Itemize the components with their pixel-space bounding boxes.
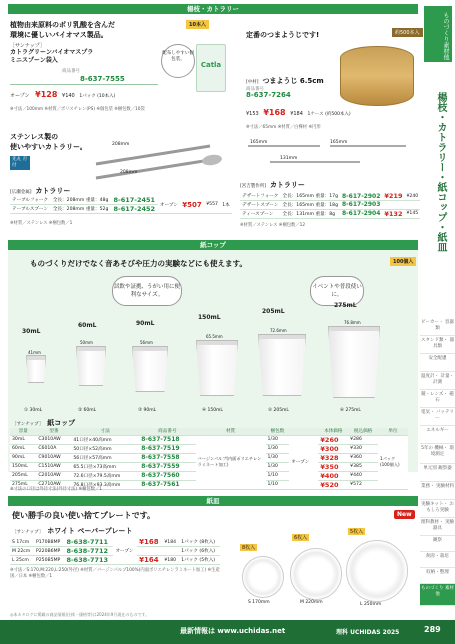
toothpick-maker: [中村] xyxy=(246,80,259,85)
spoon-headline-line1: 植物由来原料のポリ乳酸を含んだ xyxy=(10,21,115,29)
table-cell: テーブルフォーク xyxy=(10,196,51,205)
metal-dim2: 165mm xyxy=(330,140,348,145)
table-cell: 8-637-7518 xyxy=(139,435,195,444)
table-cell: ¥164 xyxy=(137,556,162,565)
toothpick-name: つまようじ 6.5cm xyxy=(262,77,324,85)
table-cell: 1/30 xyxy=(266,462,290,471)
table-cell: 8-617-2902 xyxy=(342,192,381,200)
cup-caption-6: ⑥ 275mL xyxy=(340,408,361,413)
metal-spec: ※材質／ステンレス ※梱包数／12 xyxy=(240,223,306,228)
spoon-name-line1: カトラグリーンバイオマスプラ xyxy=(10,49,94,56)
table-cell: ¥350 xyxy=(318,462,348,471)
cup-image-5 xyxy=(258,334,306,396)
table-cell xyxy=(382,201,404,210)
table-cell: 275mL xyxy=(10,480,36,489)
cup-image-6 xyxy=(328,326,380,398)
table-cell: C2710AW xyxy=(36,480,71,489)
cup-dim-2: 50mm xyxy=(80,340,93,345)
table-cell: ¥557 xyxy=(204,196,220,214)
section-header-cutlery: 楊枝・カトラリー xyxy=(8,4,418,14)
cup-caption-2: ② 60mL xyxy=(78,408,97,413)
table-cell: オープン xyxy=(289,435,318,489)
cup-image-1 xyxy=(26,355,46,383)
vertical-section-title: 楊枝・カトラリー・紙コップ・紙皿 xyxy=(435,92,446,252)
footer-logo: 理科 UCHIDAS 2025 xyxy=(336,629,400,636)
footer-note: ◎本カタログに掲載の商品情報(仕様・価格等)は2024年9月現在のものです。 xyxy=(10,612,150,617)
stainless-badge: 先丸 刃付 xyxy=(10,156,30,170)
cup-count-tag: 100個入 xyxy=(390,257,416,266)
section-header-paper-plate: 紙皿 xyxy=(8,496,418,506)
table-cell: ¥300 xyxy=(318,444,348,453)
stainless-headline xyxy=(10,132,87,152)
table-cell: 60mL xyxy=(10,444,36,453)
stainless-headline-line2: 使いやすいカトラリー。 xyxy=(10,143,87,151)
plate-photo-label-l: L 250mm xyxy=(360,602,382,607)
cup-name: 紙コップ xyxy=(47,419,76,427)
stainless-maker-name xyxy=(10,186,70,196)
cup-dim-3: 56mm xyxy=(140,340,153,345)
sidebar-item[interactable]: 電気・ バッテリー xyxy=(420,408,455,426)
table-cell: ¥145 xyxy=(406,211,419,217)
table-cell: 全長：208mm 重量：52g xyxy=(51,205,112,214)
table-cell: 8-638-7713 xyxy=(64,556,113,565)
table-cell: ¥400 xyxy=(318,471,348,480)
table-header: 単位 xyxy=(378,428,408,435)
table-cell: 1パック (5枚入) xyxy=(179,556,220,565)
cup-dim-6: 76.8mm xyxy=(344,320,361,325)
sidebar-item[interactable]: エネルギー xyxy=(420,426,455,444)
spoon-name xyxy=(10,49,93,65)
spoon-brand-logo: Catla xyxy=(200,61,222,69)
cup-image-3 xyxy=(132,346,168,392)
table-cell: 50口径×52高mm xyxy=(71,444,139,453)
plate-photo-s xyxy=(242,556,284,598)
spoon-headline-line2: 環境に優しいバイオマス製品。 xyxy=(10,31,108,39)
plate-photo-m xyxy=(290,548,342,600)
table-row xyxy=(10,538,220,547)
table-cell: 8-637-7561 xyxy=(139,480,195,489)
table-cell: 8-617-2904 xyxy=(342,210,381,218)
table-cell: ¥286 xyxy=(348,435,378,444)
cup-caption-5: ⑤ 205mL xyxy=(268,408,289,413)
spoon-package-photo xyxy=(196,44,226,92)
stainless-dim2: 208mm xyxy=(120,170,138,175)
table-row xyxy=(240,209,420,218)
table-cell: C6010A xyxy=(36,444,71,453)
toothpick-maker-name xyxy=(246,76,324,86)
table-cell: 8-617-2903 xyxy=(342,201,381,209)
cup-size-label-1: 30mL xyxy=(22,328,41,335)
table-cell: C1510AW xyxy=(36,462,71,471)
cup-dim-1: 41mm xyxy=(28,350,41,355)
table-cell: 8-638-7711 xyxy=(64,538,113,547)
table-header: 本体価格 xyxy=(318,428,348,435)
cup-size-label-3: 90mL xyxy=(136,320,155,327)
toothpick-spec: ※寸法／65mm ※材質／白樺材 ※円形 xyxy=(246,125,321,130)
table-cell: 8-637-7559 xyxy=(139,462,195,471)
table-cell: ¥240 xyxy=(404,192,420,201)
cup-caption-4: ④ 150mL xyxy=(202,408,223,413)
stainless-dim1: 208mm xyxy=(112,142,130,147)
metal-maker-name xyxy=(240,180,305,190)
cup-size-label-5: 205mL xyxy=(262,308,285,315)
cup-maker: ［サンナップ］ xyxy=(12,422,44,427)
sidebar-item[interactable]: 温度計・ 計量・計測 xyxy=(420,372,455,390)
cup-dim-5: 72.6mm xyxy=(270,328,287,333)
table-cell: 8-637-7519 xyxy=(139,444,195,453)
table-cell: バージンパルプ(内面ポリエチレンラミネート加工) xyxy=(196,435,266,489)
table-row xyxy=(10,196,232,205)
stainless-spec: ※材質／ステンレス ※梱包数／1 xyxy=(10,221,73,226)
spoon-price-open: オープン xyxy=(10,93,30,99)
plate-name: ホワイト ペーパープレート xyxy=(47,527,133,535)
table-cell: ¥328 xyxy=(318,453,348,462)
plate-pack-label-2: 6枚入 xyxy=(294,535,308,541)
stainless-name: カトラリー xyxy=(35,187,71,195)
sidebar-item[interactable]: スタンド類・ 器具類 xyxy=(420,336,455,354)
sidebar-item[interactable]: 鏡・レンズ・ 磁石 xyxy=(420,390,455,408)
spoon-price-row xyxy=(10,90,160,99)
table-header: 税込価格 xyxy=(348,428,378,435)
table-cell xyxy=(404,201,420,210)
spoon-pno-label: 商品番号 xyxy=(62,69,80,74)
table-cell: 41口径×40高mm xyxy=(71,435,139,444)
spoon-spec: ※寸法／100mm ※材質／ポリスチレン(PS) ※個包装 ※梱包数／10袋 xyxy=(10,107,145,112)
toothpick-container-photo xyxy=(340,46,414,106)
plate-table xyxy=(10,538,220,565)
table-cell: 1本 xyxy=(220,196,232,214)
toothpick-price-prefix: ¥153 xyxy=(246,111,259,117)
sidebar-item[interactable]: 飼育・栽培 xyxy=(420,552,455,568)
cup-table xyxy=(10,428,408,490)
table-cell: 76.8口径×93.3高mm xyxy=(71,480,139,489)
sidebar xyxy=(420,0,455,644)
plate-headline: 使い勝手の良い使い捨てプレートです。 xyxy=(12,511,156,520)
sidebar-tab[interactable]: ものづくり素材他 xyxy=(424,6,452,62)
sidebar-item[interactable]: 理科教材・ 実験器具 xyxy=(420,518,455,536)
table-header xyxy=(289,428,318,435)
table-header: 寸法 xyxy=(71,428,139,435)
table-cell xyxy=(137,547,162,556)
plate-pack-label-3: 5枚入 xyxy=(350,529,364,535)
cup-caption-3: ③ 90mL xyxy=(138,408,157,413)
table-cell: C9010AW xyxy=(36,453,71,462)
table-cell: 65.5口径×73高mm xyxy=(71,462,139,471)
toothpick-unit: 1ケース (約500本入) xyxy=(307,112,351,117)
toothpick-price: ¥168 xyxy=(263,108,286,117)
table-cell: テーブルスプーン xyxy=(10,205,51,214)
plate-spec: ※寸法／S:170,M:220,L:250(外径) ※材質／バージンパルプ100%(内面ポリエチレンラミネート加工) ※生産国／日本 ※梱包数／1 xyxy=(10,568,220,579)
table-cell: ¥507 xyxy=(180,196,204,214)
table-cell: 1パック (6枚入) xyxy=(179,547,220,556)
spoon-price: ¥128 xyxy=(35,90,58,99)
table-cell: 1/30 xyxy=(266,435,290,444)
sidebar-item[interactable]: 5年の 機械・ 環境測定 xyxy=(420,444,455,464)
table-cell: 72.6口径×79.5高mm xyxy=(71,471,139,480)
metal-maker: [宮吉製作所] xyxy=(240,184,267,189)
spoon-bubble: 配布しやすい個包装。 xyxy=(161,44,195,78)
table-cell: ¥180 xyxy=(162,556,179,565)
table-cell: C3010AW xyxy=(36,435,71,444)
plate-photo-label-m: M 220mm xyxy=(300,600,323,605)
spoon-unit: 1パック (10本入) xyxy=(79,94,116,99)
table-cell: デザートフォーク xyxy=(240,192,280,201)
metal-dim3: 131mm xyxy=(280,156,298,161)
plate-pack-label-1: 8枚入 xyxy=(242,545,256,551)
table-cell: 8-637-7558 xyxy=(139,453,195,462)
toothpick-product-number: 8-637-7264 xyxy=(246,91,291,99)
table-header: 容量 xyxy=(10,428,36,435)
spoon-price-tax: ¥140 xyxy=(62,93,75,99)
toothpick-pno-label: 商品番号 xyxy=(246,87,264,92)
table-cell: オープン xyxy=(158,196,180,214)
table-cell: 30mL xyxy=(10,435,36,444)
table-cell: ¥132 xyxy=(384,209,403,218)
cup-size-label-6: 275mL xyxy=(334,302,357,309)
table-cell: 8-617-2452 xyxy=(111,205,157,214)
spoon-product-number: 8-637-7555 xyxy=(80,75,125,83)
table-header: 商品番号 xyxy=(139,428,195,435)
toothpick-price-tax: ¥184 xyxy=(290,111,303,117)
sidebar-item[interactable]: 収納・整理 xyxy=(420,568,455,584)
table-row xyxy=(240,192,420,201)
table-header: 型番 xyxy=(36,428,71,435)
table-cell: 56口径×57高mm xyxy=(71,453,139,462)
section-header-paper-cup: 紙コップ xyxy=(8,240,418,250)
toothpick-headline: 定番のつまようじです! xyxy=(246,31,320,39)
table-cell: 全長：165mm 重量：17g xyxy=(280,192,340,201)
plate-new-badge: New xyxy=(394,510,415,519)
footer-url[interactable]: 最新情報は www.uchidas.net xyxy=(180,627,286,635)
table-cell xyxy=(162,547,179,556)
table-header-row xyxy=(10,428,408,435)
cup-size-label-4: 150mL xyxy=(198,314,221,321)
cup-maker-name xyxy=(12,418,75,428)
table-cell: ¥219 xyxy=(384,192,403,201)
table-cell: ¥184 xyxy=(162,538,179,547)
table-cell: P170B8MP xyxy=(34,538,65,547)
table-cell: デザートスプーン xyxy=(240,201,280,210)
plate-photo-label-s: S 170mm xyxy=(248,600,270,605)
metal-name: カトラリー xyxy=(269,181,305,189)
spoon-maker: ［サンナップ］ xyxy=(10,43,45,49)
cup-spec: ※寸法の口径は外径寸法(外径寸法) ※梱包数／1 xyxy=(10,487,102,492)
table-cell: S 17cm xyxy=(10,538,34,547)
sidebar-index xyxy=(420,318,455,608)
table-cell: 1/30 xyxy=(266,453,290,462)
table-cell: 1/10 xyxy=(266,480,290,489)
stainless-table xyxy=(10,196,232,214)
sidebar-item[interactable]: 業務・ 実験材料 xyxy=(420,482,455,500)
page-number: 289 xyxy=(424,625,441,634)
table-cell: 1パック (8枚入) xyxy=(179,538,220,547)
divider xyxy=(10,84,158,85)
table-cell: 90mL xyxy=(10,453,36,462)
cup-image-4 xyxy=(196,340,238,396)
toothpick-count-tag: 約500本入 xyxy=(392,28,423,37)
table-cell: 1/10 xyxy=(266,471,290,480)
cup-size-label-2: 60mL xyxy=(78,322,97,329)
spoon-headline xyxy=(10,20,170,40)
table-cell: 8-638-7712 xyxy=(64,547,113,556)
table-cell: ¥520 xyxy=(318,480,348,489)
plate-maker: ［サンナップ］ xyxy=(12,530,44,535)
table-header: 梱包数 xyxy=(266,428,290,435)
table-cell: P220B6MP xyxy=(34,547,65,556)
cup-bubble-2: イベントや普段使いに。 xyxy=(310,276,364,306)
sidebar-item[interactable]: 観察 xyxy=(420,536,455,552)
table-cell: ¥440 xyxy=(348,471,378,480)
table-cell: C2010AW xyxy=(36,471,71,480)
plate-maker-name xyxy=(12,526,133,536)
table-cell: L 25cm xyxy=(10,556,34,565)
table-cell: 全長：208mm 重量：48g xyxy=(51,196,112,205)
cup-image-2 xyxy=(76,346,106,386)
table-cell: ¥168 xyxy=(137,538,162,547)
table-cell: 205mL xyxy=(10,471,36,480)
table-cell: ティースプーン xyxy=(240,209,280,218)
table-cell: ¥330 xyxy=(348,444,378,453)
table-cell: ¥385 xyxy=(348,462,378,471)
table-cell: 8-617-2451 xyxy=(111,196,157,205)
stainless-cutlery-photo xyxy=(90,134,230,184)
plate-photo-l xyxy=(346,540,408,602)
table-row xyxy=(240,201,420,210)
metal-table xyxy=(240,192,420,219)
table-cell: 1パック (100個入) xyxy=(378,435,408,489)
cup-bubble-1: 試飲や証拠、うがい用に便利なサイズ。 xyxy=(112,276,182,306)
sidebar-item[interactable]: 実験キット・ おもしろ実験 xyxy=(420,500,455,518)
sidebar-item-current[interactable]: ものづくり 素材 他 xyxy=(420,584,455,606)
stainless-maker: [広瀬金属] xyxy=(10,190,32,195)
table-cell: 全長：131mm 重量：8g xyxy=(280,209,340,218)
table-cell: 150mL xyxy=(10,462,36,471)
table-header: 材質 xyxy=(196,428,266,435)
stainless-headline-line1: ステンレス製の xyxy=(10,133,59,141)
table-cell: M 22cm xyxy=(10,547,34,556)
sidebar-item[interactable]: 安全配慮 xyxy=(420,354,455,372)
cup-caption-1: ① 30mL xyxy=(24,408,43,413)
sidebar-item[interactable]: ビーカー・ 容器類 xyxy=(420,318,455,336)
table-cell: 8-637-7560 xyxy=(139,471,195,480)
table-cell: 全長：165mm 重量：18g xyxy=(280,201,340,210)
sidebar-item[interactable]: 単元別 観察器 xyxy=(420,464,455,482)
table-cell: ¥572 xyxy=(348,480,378,489)
table-cell: ¥360 xyxy=(348,453,378,462)
table-row xyxy=(10,435,408,444)
cup-dim-4: 65.5mm xyxy=(206,334,223,339)
table-cell: P250B5MP xyxy=(34,556,65,565)
metal-dim1: 165mm xyxy=(250,140,268,145)
cup-headline: ものづくりだけでなく音あそびや圧力の実験などにも使えます。 xyxy=(30,259,247,268)
table-cell: ¥260 xyxy=(318,435,348,444)
table-cell: 1/30 xyxy=(266,444,290,453)
table-cell: オープン xyxy=(113,538,137,565)
toothpick-price-row xyxy=(246,108,351,117)
spoon-count-tag: 10本入 xyxy=(186,20,209,29)
spoon-name-line2: ミニスプーン袋入 xyxy=(10,57,58,64)
